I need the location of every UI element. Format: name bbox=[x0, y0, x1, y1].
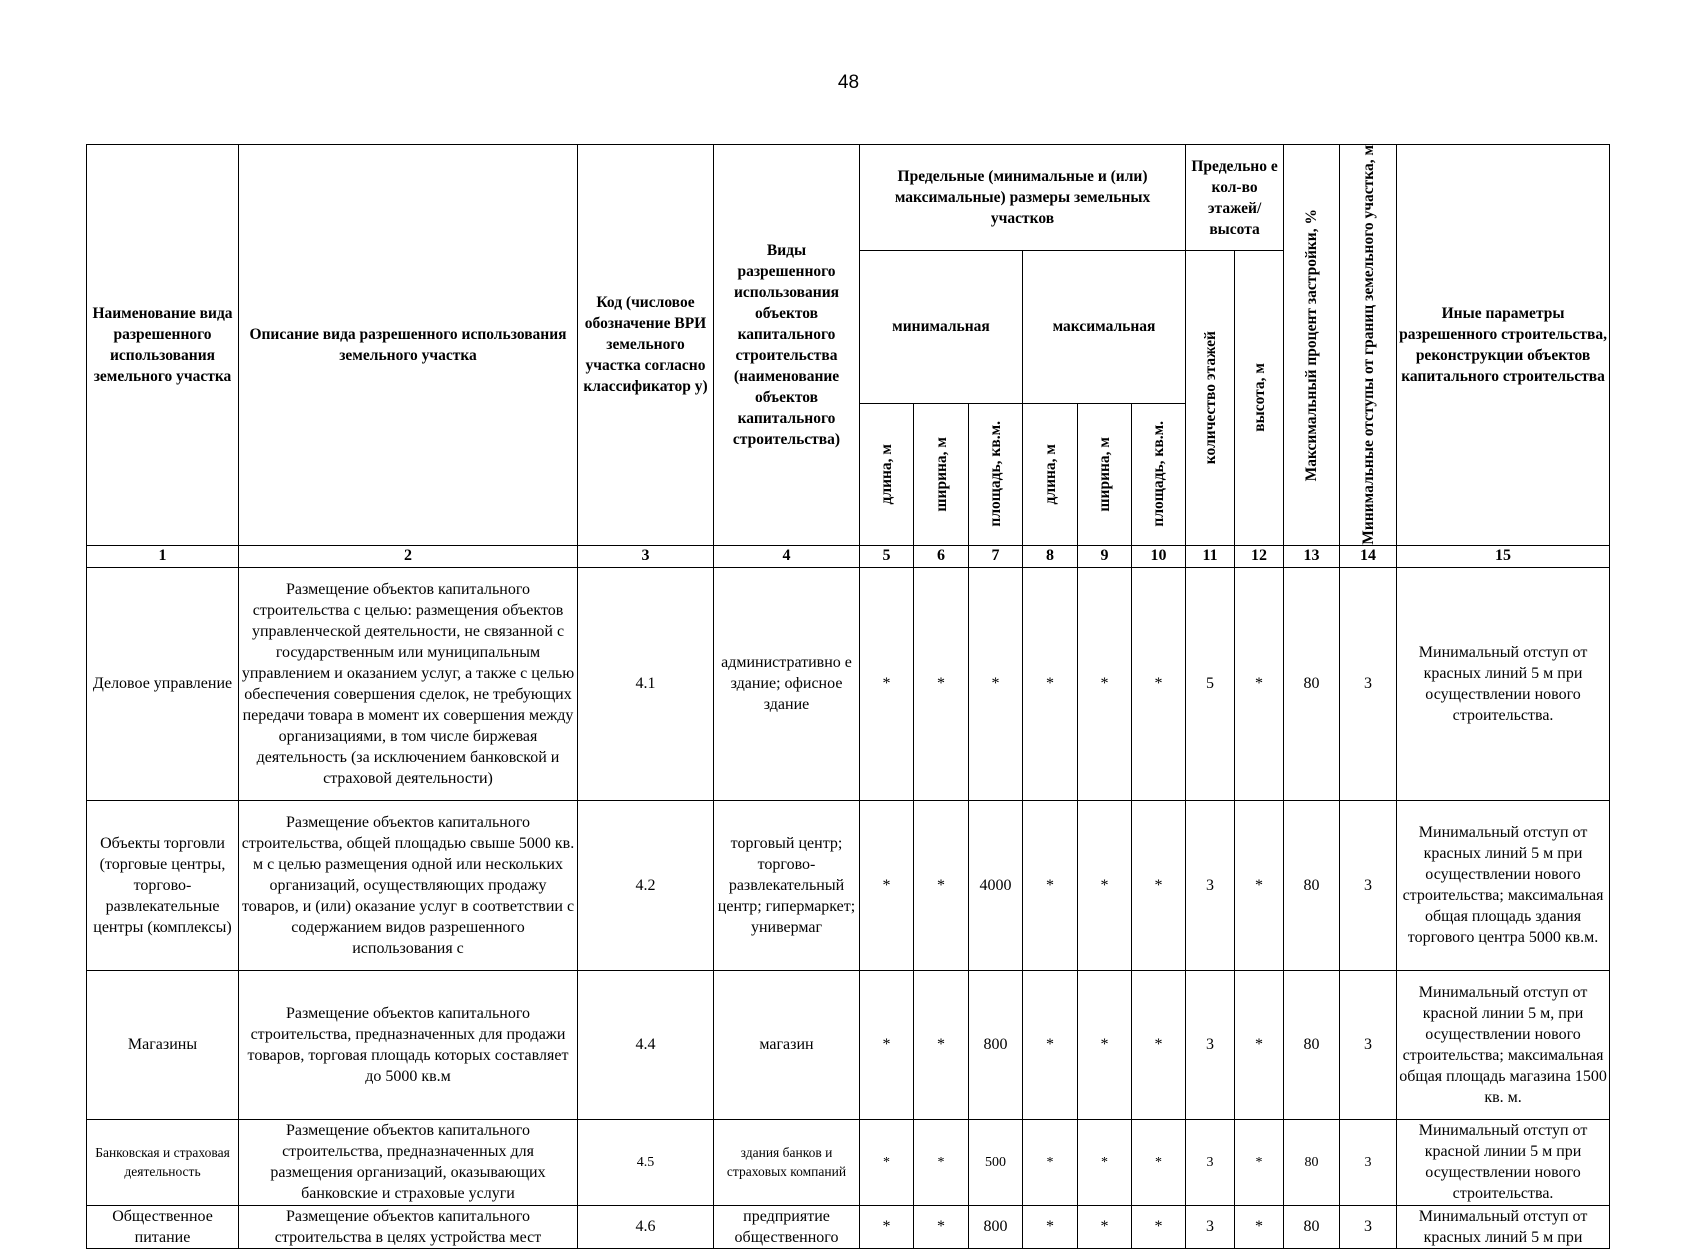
header-max-area: площадь, кв.м. bbox=[1132, 403, 1186, 545]
row-setback: 3 bbox=[1340, 800, 1397, 970]
row-other-params: Минимальный отступ от красной линии 5 м, при осуществлении нового строительства; максимальная общая площадь магазина 1500 кв. м. bbox=[1397, 970, 1610, 1119]
row-other-params: Минимальный отступ от красных линий 5 м при bbox=[1397, 1205, 1610, 1248]
table-row bbox=[87, 970, 1610, 1119]
table-row bbox=[87, 800, 1610, 970]
col-number: 7 bbox=[969, 545, 1023, 567]
row-min-length: * bbox=[860, 567, 914, 800]
header-min-area: площадь, кв.м. bbox=[969, 403, 1023, 545]
header-row-1 bbox=[87, 145, 1610, 251]
row-build-percent: 80 bbox=[1284, 1205, 1340, 1248]
header-max: максимальная bbox=[1023, 251, 1186, 404]
header-height: высота, м bbox=[1235, 251, 1284, 546]
header-other-params: Иные параметры разрешенного строительства, реконструкции объектов капитального строительства bbox=[1397, 145, 1610, 546]
row-min-area: 500 bbox=[969, 1119, 1023, 1205]
row-max-area: * bbox=[1132, 970, 1186, 1119]
row-code: 4.6 bbox=[578, 1205, 714, 1248]
row-floors: 5 bbox=[1186, 567, 1235, 800]
row-objects: торговый центр; торгово-развлекательный центр; гипермаркет; универмаг bbox=[714, 800, 860, 970]
row-max-area: * bbox=[1132, 1119, 1186, 1205]
header-max-width: ширина, м bbox=[1078, 403, 1132, 545]
row-floors: 3 bbox=[1186, 800, 1235, 970]
page-number: 48 bbox=[837, 72, 860, 93]
row-build-percent: 80 bbox=[1284, 1119, 1340, 1205]
col-number: 12 bbox=[1235, 545, 1284, 567]
row-objects: предприятие общественного bbox=[714, 1205, 860, 1248]
row-max-width: * bbox=[1078, 567, 1132, 800]
col-number: 9 bbox=[1078, 545, 1132, 567]
row-name: Объекты торговли (торговые центры, торгово-развлекательные центры (комплексы) bbox=[87, 800, 239, 970]
row-max-area: * bbox=[1132, 567, 1186, 800]
row-min-area: 800 bbox=[969, 970, 1023, 1119]
row-min-width: * bbox=[914, 800, 969, 970]
header-min-length: длина, м bbox=[860, 403, 914, 545]
table-row bbox=[87, 1119, 1610, 1205]
row-min-length: * bbox=[860, 1119, 914, 1205]
row-min-width: * bbox=[914, 567, 969, 800]
row-setback: 3 bbox=[1340, 567, 1397, 800]
col-number: 13 bbox=[1284, 545, 1340, 567]
row-description: Размещение объектов капитального строительства, общей площадью свыше 5000 кв. м с целью размещения одной или нескольких организаций, осуществляющих продажу товаров, и (или) оказание услуг в соответствии с содержанием видов разрешенного использования с bbox=[239, 800, 578, 970]
row-floors: 3 bbox=[1186, 970, 1235, 1119]
row-code: 4.5 bbox=[578, 1119, 714, 1205]
row-build-percent: 80 bbox=[1284, 567, 1340, 800]
row-name: Общественное питание bbox=[87, 1205, 239, 1248]
row-objects: административно е здание; офисное здание bbox=[714, 567, 860, 800]
row-name: Магазины bbox=[87, 970, 239, 1119]
col-number: 1 bbox=[87, 545, 239, 567]
row-min-length: * bbox=[860, 1205, 914, 1248]
row-max-length: * bbox=[1023, 970, 1078, 1119]
col-number: 3 bbox=[578, 545, 714, 567]
row-description: Размещение объектов капитального строительства, предназначенных для размещения организаций, оказывающих банковские и страховые услуги bbox=[239, 1119, 578, 1205]
header-floors-count: количество этажей bbox=[1186, 251, 1235, 546]
row-max-area: * bbox=[1132, 800, 1186, 970]
row-objects: магазин bbox=[714, 970, 860, 1119]
col-number: 15 bbox=[1397, 545, 1610, 567]
row-max-length: * bbox=[1023, 1119, 1078, 1205]
row-max-length: * bbox=[1023, 567, 1078, 800]
header-max-length: длина, м bbox=[1023, 403, 1078, 545]
header-build-percent: Максимальный процент застройки, % bbox=[1284, 145, 1340, 546]
header-plot-limits: Предельные (минимальные и (или) максимальные) размеры земельных участков bbox=[860, 145, 1186, 251]
header-name: Наименование вида разрешенного использования земельного участка bbox=[87, 145, 239, 546]
row-max-width: * bbox=[1078, 970, 1132, 1119]
row-other-params: Минимальный отступ от красных линий 5 м при осуществлении нового строительства; максимальная общая площадь здания торгового центра 5000 кв.м. bbox=[1397, 800, 1610, 970]
col-number: 5 bbox=[860, 545, 914, 567]
col-number: 4 bbox=[714, 545, 860, 567]
row-height: * bbox=[1235, 800, 1284, 970]
header-code: Код (числовое обозначение ВРИ земельного участка согласно классификатор у) bbox=[578, 145, 714, 546]
header-min: минимальная bbox=[860, 251, 1023, 404]
row-max-length: * bbox=[1023, 1205, 1078, 1248]
row-description: Размещение объектов капитального строительства в целях устройства мест bbox=[239, 1205, 578, 1248]
row-min-length: * bbox=[860, 970, 914, 1119]
row-build-percent: 80 bbox=[1284, 970, 1340, 1119]
row-code: 4.1 bbox=[578, 567, 714, 800]
row-min-width: * bbox=[914, 970, 969, 1119]
header-objects: Виды разрешенного использования объектов капитального строительства (наименование объектов капитального строительства) bbox=[714, 145, 860, 546]
row-objects: здания банков и страховых компаний bbox=[714, 1119, 860, 1205]
row-max-width: * bbox=[1078, 800, 1132, 970]
col-number: 10 bbox=[1132, 545, 1186, 567]
row-name: Банковская и страховая деятельность bbox=[87, 1119, 239, 1205]
row-min-width: * bbox=[914, 1119, 969, 1205]
row-name: Деловое управление bbox=[87, 567, 239, 800]
row-max-area: * bbox=[1132, 1205, 1186, 1248]
row-min-area: 800 bbox=[969, 1205, 1023, 1248]
row-other-params: Минимальный отступ от красных линий 5 м при осуществлении нового строительства. bbox=[1397, 567, 1610, 800]
header-floors-height: Предельно е кол-во этажей/ высота bbox=[1186, 145, 1284, 251]
header-description: Описание вида разрешенного использования земельного участка bbox=[239, 145, 578, 546]
row-setback: 3 bbox=[1340, 1119, 1397, 1205]
row-code: 4.4 bbox=[578, 970, 714, 1119]
row-min-width: * bbox=[914, 1205, 969, 1248]
row-min-area: * bbox=[969, 567, 1023, 800]
row-max-width: * bbox=[1078, 1119, 1132, 1205]
row-description: Размещение объектов капитального строительства, предназначенных для продажи товаров, торговая площадь которых составляет до 5000 кв.м bbox=[239, 970, 578, 1119]
table-row bbox=[87, 1205, 1610, 1248]
row-floors: 3 bbox=[1186, 1119, 1235, 1205]
header-min-width: ширина, м bbox=[914, 403, 969, 545]
row-max-length: * bbox=[1023, 800, 1078, 970]
row-height: * bbox=[1235, 567, 1284, 800]
col-number: 8 bbox=[1023, 545, 1078, 567]
col-number: 14 bbox=[1340, 545, 1397, 567]
row-floors: 3 bbox=[1186, 1205, 1235, 1248]
table-row bbox=[87, 567, 1610, 800]
row-height: * bbox=[1235, 1119, 1284, 1205]
col-number: 2 bbox=[239, 545, 578, 567]
row-min-area: 4000 bbox=[969, 800, 1023, 970]
row-setback: 3 bbox=[1340, 970, 1397, 1119]
row-height: * bbox=[1235, 970, 1284, 1119]
row-other-params: Минимальный отступ от красной линии 5 м при осуществлении нового строительства. bbox=[1397, 1119, 1610, 1205]
col-number: 6 bbox=[914, 545, 969, 567]
row-setback: 3 bbox=[1340, 1205, 1397, 1248]
column-number-row bbox=[87, 545, 1610, 567]
row-description: Размещение объектов капитального строительства с целью: размещения объектов управленческой деятельности, не связанной с государственным или муниципальным управлением и оказанием услуг, а также с целью обеспечения совершения сделок, не требующих передачи товара в момент их совершения между организациями, в том числе биржевая деятельность (за исключением банковской и страховой деятельности) bbox=[239, 567, 578, 800]
row-max-width: * bbox=[1078, 1205, 1132, 1248]
row-height: * bbox=[1235, 1205, 1284, 1248]
header-setback: Минимальные отступы от границ земельного участка, м bbox=[1340, 145, 1397, 546]
row-code: 4.2 bbox=[578, 800, 714, 970]
row-min-length: * bbox=[860, 800, 914, 970]
col-number: 11 bbox=[1186, 545, 1235, 567]
zoning-table bbox=[86, 144, 1610, 1249]
row-build-percent: 80 bbox=[1284, 800, 1340, 970]
